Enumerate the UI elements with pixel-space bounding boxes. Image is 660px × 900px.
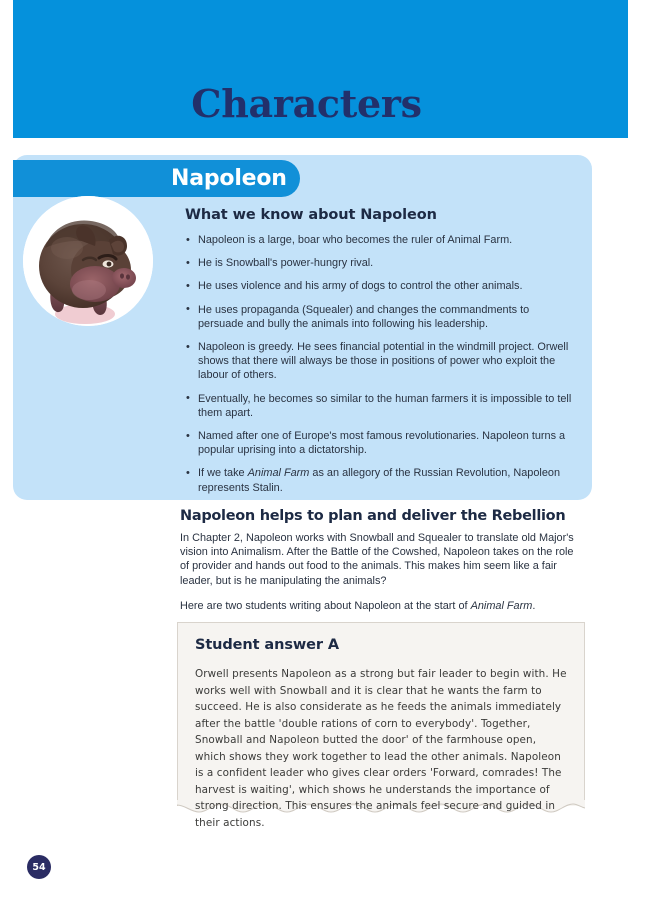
article-paragraph-2-post: . (532, 599, 536, 612)
list-item-text-pre: If we take (198, 467, 248, 480)
article-heading: Napoleon helps to plan and deliver the Rebellion (180, 508, 566, 524)
book-title: Animal Farm (470, 599, 533, 612)
list-item: • He is Snowball's power-hungry rival. (185, 256, 577, 270)
article-paragraph-2 (180, 599, 580, 613)
list-item: • He uses violence and his army of dogs to control the other animals. (185, 279, 577, 293)
list-item: • Napoleon is a large, boar who becomes the ruler of Animal Farm. (185, 233, 577, 247)
page-title: Characters (191, 81, 422, 126)
article-section (180, 508, 580, 613)
list-item: • He uses propaganda (Squealer) and changes the commandments to persuade and bully the animals into following his leadership. (185, 303, 577, 331)
character-name-label: Napoleon (171, 166, 287, 191)
list-item (185, 466, 577, 494)
facts-list (185, 233, 577, 495)
article-paragraph-1: In Chapter 2, Napoleon works with Snowball and Squealer to translate old Major's vision into Animalism. After the Battle of the Cowshed, Napoleon takes on the role of provider and hands out food to the animals. This makes him seem like a fair leader, but is he manipulating the animals? (180, 532, 574, 587)
student-answer-title: Student answer A (195, 637, 340, 653)
list-item: • Eventually, he becomes so similar to the human farmers it is impossible to tell them apart. (185, 392, 577, 420)
list-item-text-post: as an allegory of the Russian Revolution, Napoleon represents Stalin. (198, 467, 561, 494)
character-facts-block (185, 207, 577, 495)
list-item: • Named after one of Europe's most famous revolutionaries. Napoleon turns a popular uprising into a dictatorship. (185, 429, 577, 457)
student-answer-text: Orwell presents Napoleon as a strong but fair leader to begin with. He works well with Snowball and it is clear that he wants the farm to succeed. He is also considerate as he feeds the animals immediately after the battle 'double rations of corn to everybody'. Together, Snowball and Napoleon butted the door' of the farmhouse open, which shows they work together to lead the other animals. Napoleon is a confident leader who gives clear orders 'Forward, comrades! The harvest is waiting', which shows he understands the importance of strong direction. This ensures the animals feel secure and guided in their actions. (195, 668, 567, 829)
book-title: Animal Farm (247, 467, 310, 480)
page-header-bar (13, 0, 628, 138)
pig-portrait-icon (23, 196, 153, 326)
facts-heading: What we know about Napoleon (185, 207, 437, 223)
article-paragraph-2-pre: Here are two students writing about Napoleon at the start of (180, 599, 471, 612)
page-number-badge: 54 (27, 855, 51, 879)
list-item: • Napoleon is greedy. He sees financial potential in the windmill project. Orwell shows that there will always be those in positions of power who exploit the labour of others. (185, 340, 577, 383)
